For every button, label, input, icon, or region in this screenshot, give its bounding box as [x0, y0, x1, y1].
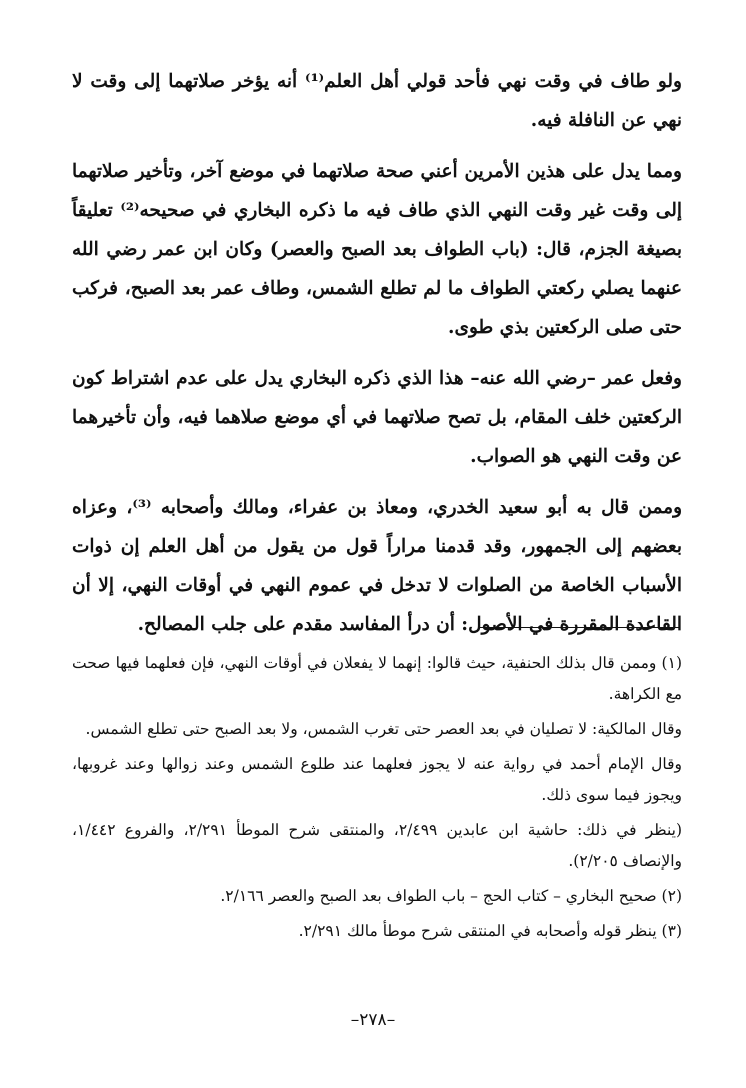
footnote-1-ahmad: وقال الإمام أحمد في رواية عنه لا يجوز فعلهما عند طلوع الشمس وعند زوالها وعند غروبها، ويجوز فيما سوى ذلك. — [72, 755, 682, 804]
footnote-2: (٢) صحيح البخاري – كتاب الحج – باب الطواف بعد الصبح والعصر ٢/١٦٦. — [220, 887, 682, 905]
main-text — [72, 62, 682, 656]
page-number: –٢٧٨– — [350, 1010, 396, 1030]
footnote-divider — [480, 627, 680, 628]
footnote-1: (١) وممن قال بذلك الحنفية، حيث قالوا: إنهما لا يفعلان في أوقات النهي، فإن فعلهما فيها صحت مع الكراهة. — [72, 654, 682, 703]
footnote-1-maliki: وقال المالكية: لا تصليان في بعد العصر حتى تغرب الشمس، ولا بعد الصبح حتى تطلع الشمس. — [85, 720, 682, 738]
footnote-3: (٣) ينظر قوله وأصحابه في المنتقى شرح موطأ مالك ٢/٢٩١. — [298, 922, 682, 940]
footnote-1-references: (ينظر في ذلك: حاشية ابن عابدين ٢/٤٩٩، والمنتقى شرح الموطأ ٢/٢٩١، والفروع ١/٤٤٢، والإنصاف ٢/٢٠٥). — [72, 821, 683, 870]
paragraph-3: وفعل عمر –رضي الله عنه– هذا الذي ذكره البخاري يدل على عدم اشتراط كون الركعتين خلف المقام، بل تصح صلاتهما في أي موضع صلاهما فيه، وأن تأخيرهما عن وقت النهي هو الصواب. — [72, 368, 682, 467]
paragraph-4: وممن قال به أبو سعيد الخدري، ومعاذ بن عفراء، ومالك وأصحابه ⁽³⁾، وعزاه بعضهم إلى الجمهور، وقد قدمنا مراراً قول من يقول من أهل العلم إن ذوات الأسباب الخاصة من الصلوات لا تدخل في عموم النهي في أوقات النهي، إلا أن القاعدة المقررة في الأصول: أن درأ المفاسد مقدم على جلب المصالح. — [72, 497, 682, 635]
footnotes — [72, 648, 682, 951]
paragraph-1: ولو طاف في وقت نهي فأحد قولي أهل العلم⁽¹⁾ أنه يؤخر صلاتهما إلى وقت لا نهي عن النافلة فيه. — [72, 71, 682, 131]
paragraph-2: ومما يدل على هذين الأمرين أعني صحة صلاتهما في موضع آخر، وتأخير صلاتهما إلى وقت غير وقت النهي الذي طاف فيه ما ذكره البخاري في صحيحه⁽²⁾ تعليقاً بصيغة الجزم، قال: (باب الطواف بعد الصبح والعصر) وكان ابن عمر رضي الله عنهما يصلي ركعتي الطواف ما لم تطلع الشمس، وطاف عمر بعد الصبح، فركب حتى صلى الركعتين بذي طوى. — [72, 161, 682, 338]
